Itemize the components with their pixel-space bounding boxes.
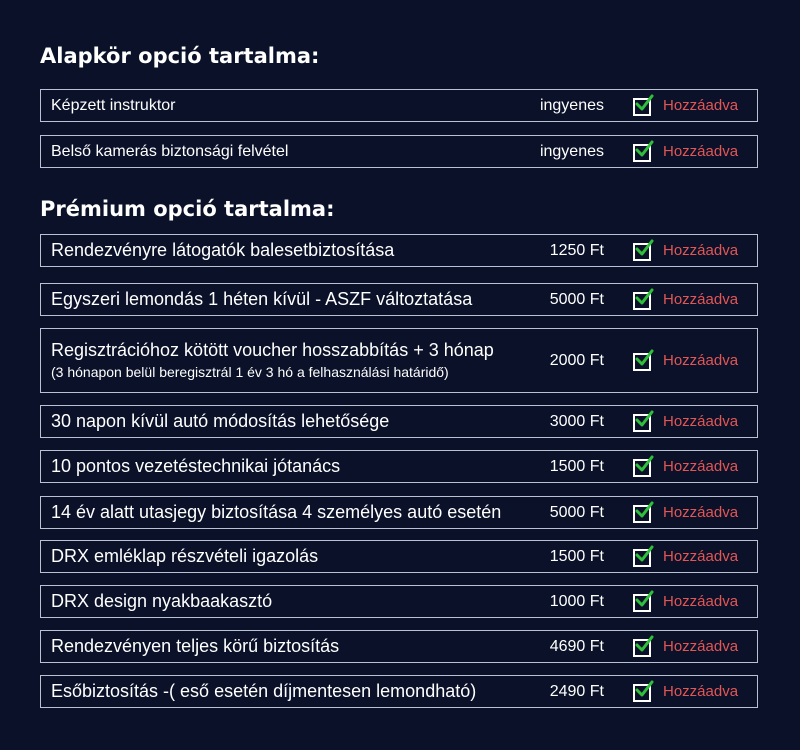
premium-section-title: Prémium opció tartalma: (40, 197, 335, 221)
added-status: Hozzáadva (663, 683, 739, 700)
added-status: Hozzáadva (663, 291, 739, 308)
basic-item-camera (40, 135, 758, 168)
premium-item (40, 283, 758, 316)
checkbox-checked-icon[interactable] (633, 684, 651, 702)
option-label: Rendezvényre látogatók balesetbiztosítása (51, 240, 395, 260)
premium-item (40, 234, 758, 267)
option-price: ingyenes (539, 142, 604, 160)
option-price: ingyenes (539, 96, 604, 114)
premium-item (40, 630, 758, 663)
option-label: Belső kamerás biztonsági felvétel (51, 142, 289, 160)
option-label: Rendezvényen teljes körű biztosítás (51, 636, 340, 656)
option-label: 14 év alatt utasjegy biztosítása 4 személyes autó esetén (51, 502, 502, 522)
basic-section-title: Alapkör opció tartalma: (40, 44, 320, 68)
option-price: 1500 Ft (549, 547, 604, 565)
option-label: Esőbiztosítás -( eső esetén díjmentesen lemondható) (51, 681, 477, 701)
option-price: 3000 Ft (549, 412, 604, 430)
checkbox-checked-icon[interactable] (633, 505, 651, 523)
premium-item (40, 585, 758, 618)
premium-item (40, 450, 758, 483)
option-label: Egyszeri lemondás 1 héten kívül - ASZF változtatása (51, 289, 473, 309)
option-price: 1000 Ft (549, 592, 604, 610)
premium-item (40, 405, 758, 438)
checkbox-checked-icon[interactable] (633, 353, 651, 371)
checkbox-checked-icon[interactable] (633, 243, 651, 261)
option-label: DRX emléklap részvételi igazolás (51, 546, 319, 566)
added-status: Hozzáadva (663, 458, 739, 475)
added-status: Hozzáadva (663, 548, 739, 565)
added-status: Hozzáadva (663, 242, 739, 259)
added-status: Hozzáadva (663, 413, 739, 430)
added-status: Hozzáadva (663, 352, 739, 369)
checkbox-checked-icon[interactable] (633, 144, 651, 162)
option-label (51, 329, 494, 392)
option-label: 10 pontos vezetéstechnikai jótanács (51, 456, 341, 476)
added-status: Hozzáadva (663, 593, 739, 610)
option-price: 4690 Ft (549, 637, 604, 655)
option-price: 1500 Ft (549, 457, 604, 475)
checkbox-checked-icon[interactable] (633, 594, 651, 612)
checkbox-checked-icon[interactable] (633, 98, 651, 116)
option-label-main: Regisztrációhoz kötött voucher hosszabbítás + 3 hónap (51, 339, 494, 360)
basic-item-instructor (40, 89, 758, 122)
option-label: 30 napon kívül autó módosítás lehetősége (51, 411, 390, 431)
option-label-note: (3 hónapon belül beregisztrál 1 év 3 hó a felhasználási határidő) (51, 364, 449, 381)
premium-item (40, 328, 758, 393)
premium-item (40, 496, 758, 529)
option-price: 5000 Ft (549, 503, 604, 521)
checkbox-checked-icon[interactable] (633, 292, 651, 310)
option-price: 1250 Ft (549, 241, 604, 259)
checkbox-checked-icon[interactable] (633, 639, 651, 657)
added-status: Hozzáadva (663, 638, 739, 655)
option-price: 5000 Ft (549, 290, 604, 308)
checkbox-checked-icon[interactable] (633, 549, 651, 567)
option-label: Képzett instruktor (51, 96, 176, 114)
checkbox-checked-icon[interactable] (633, 414, 651, 432)
checkbox-checked-icon[interactable] (633, 459, 651, 477)
option-price: 2000 Ft (549, 351, 604, 369)
option-price: 2490 Ft (549, 682, 604, 700)
added-status: Hozzáadva (663, 97, 739, 114)
added-status: Hozzáadva (663, 143, 739, 160)
premium-item (40, 675, 758, 708)
premium-item (40, 540, 758, 573)
added-status: Hozzáadva (663, 504, 739, 521)
option-label: DRX design nyakbaakasztó (51, 591, 273, 611)
